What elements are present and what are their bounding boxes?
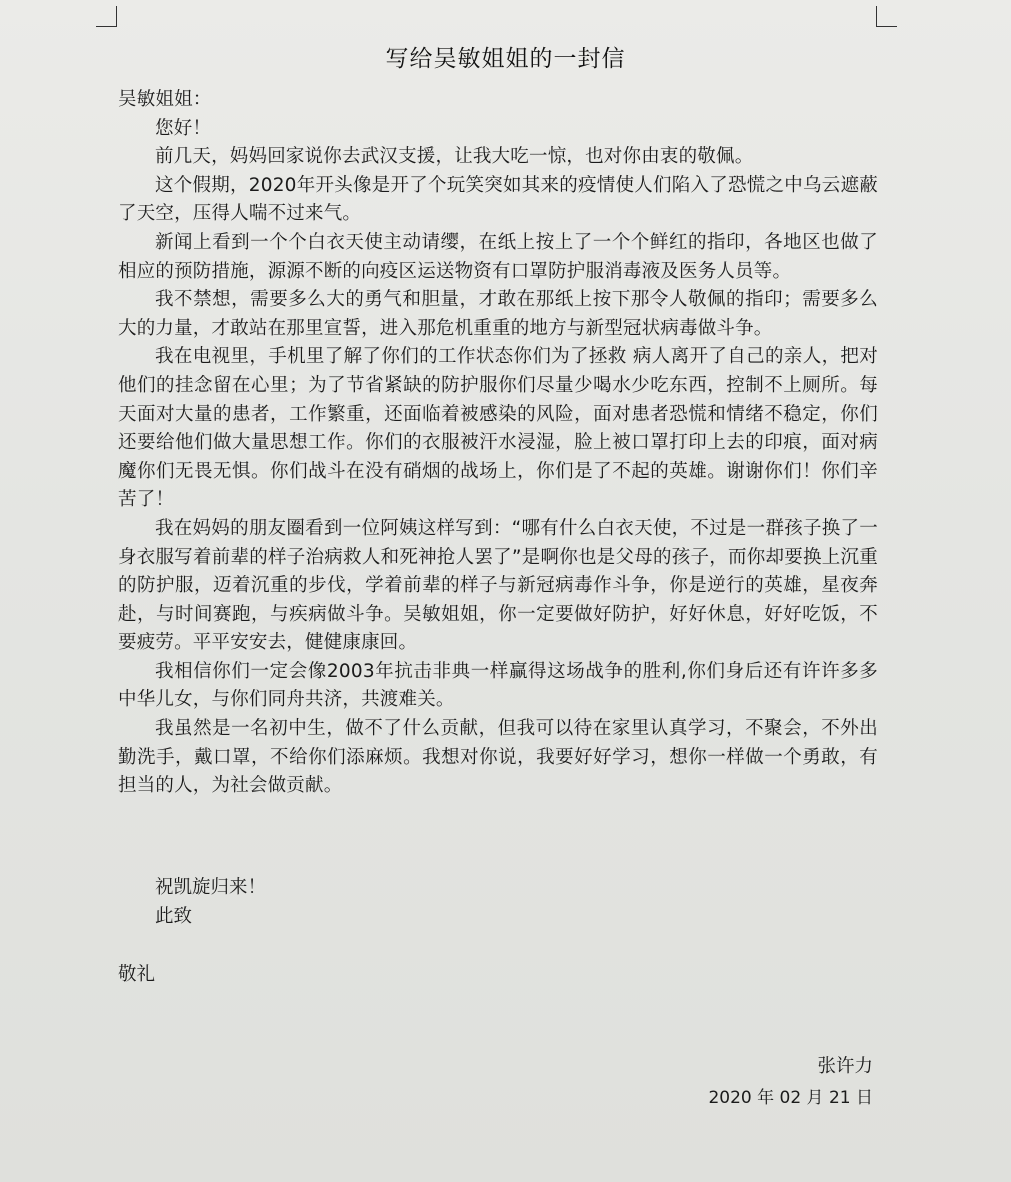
paragraph-3: 新闻上看到一个个白衣天使主动请缨，在纸上按上了一个个鲜红的指印，各地区也做了相应的预防措施，源源不断的向疫区运送物资有口罩防护服消毒液及医务人员等。 [118, 231, 878, 282]
margin-corner-mark-right [876, 6, 897, 27]
salutation: 吴敏姐姐： [118, 89, 212, 110]
signature-name: 张许力 [817, 1056, 873, 1077]
paragraph-8: 我虽然是一名初中生，做不了什么贡献，但我可以待在家里认真学习，不聚会，不外出勤洗手，戴口罩，不给你们添麻烦。我想对你说，我要好好学习，想你一样做一个勇敢，有担当的人，为社会做贡献。 [118, 718, 878, 797]
paragraph-4: 我不禁想，需要多么大的勇气和胆量，才敢在那纸上按下那令人敬佩的指印；需要多么大的力量，才敢站在那里宣誓，进入那危机重重的地方与新型冠状病毒做斗争。 [118, 289, 878, 339]
closing-ci-zhi: 此致 [155, 905, 193, 927]
greeting-line: 您好！ [155, 117, 212, 139]
paragraph-2: 这个假期，2020年开头像是开了个玩笑突如其来的疫情使人们陷入了恐慌之中乌云遮蔽了天空，压得人喘不过来气。 [118, 174, 878, 225]
letter-body [118, 86, 878, 801]
letter-title: 写给吴敏姐姐的一封信 [385, 46, 626, 72]
paragraph-1: 前几天，妈妈回家说你去武汉支援，让我大吃一惊，也对你由衷的敬佩。 [155, 146, 754, 168]
closing-jing-li: 敬礼 [118, 964, 156, 985]
margin-corner-mark-left [96, 6, 117, 27]
signature-date: 2020 年 02 月 21 日 [708, 1088, 873, 1108]
closing-wish: 祝凯旋归来！ [155, 877, 267, 898]
paragraph-6: 我在妈妈的朋友圈看到一位阿姨这样写到：“哪有什么白衣天使，不过是一群孩子换了一身衣服写着前辈的样子治病救人和死神抢人罢了”是啊你也是父母的孩子，而你却要换上沉重的防护服，迈着沉重的步伐，学着前辈的样子与新冠病毒作斗争，你是逆行的英雄，星夜奔赴，与时间赛跑，与疾病做斗争。吴敏姐姐，你一定要做好防护，好好休息，好好吃饭，不要疲劳。平平安安去，健健康康回。 [118, 517, 878, 654]
paragraph-7: 我相信你们一定会像2003年抗击非典一样赢得这场战争的胜利,你们身后还有许许多多中华儿女，与你们同舟共济，共渡难关。 [118, 660, 878, 711]
paragraph-5: 我在电视里，手机里了解了你们的工作状态你们为了拯救 病人离开了自己的亲人，把对他们的挂念留在心里；为了节省紧缺的防护服你们尽量少喝水少吃东西，控制不上厕所。每天面对大量的患者，工作繁重，还面临着被感染的风险，面对患者恐慌和情绪不稳定，你们还要给他们做大量思想工作。你们的衣服被汗水浸湿，脸上被口罩打印上去的印痕，面对病魔你们无畏无惧。你们战斗在没有硝烟的战场上，你们是了不起的英雄。谢谢你们！你们辛苦了！ [118, 346, 878, 511]
closing-block [118, 874, 878, 931]
